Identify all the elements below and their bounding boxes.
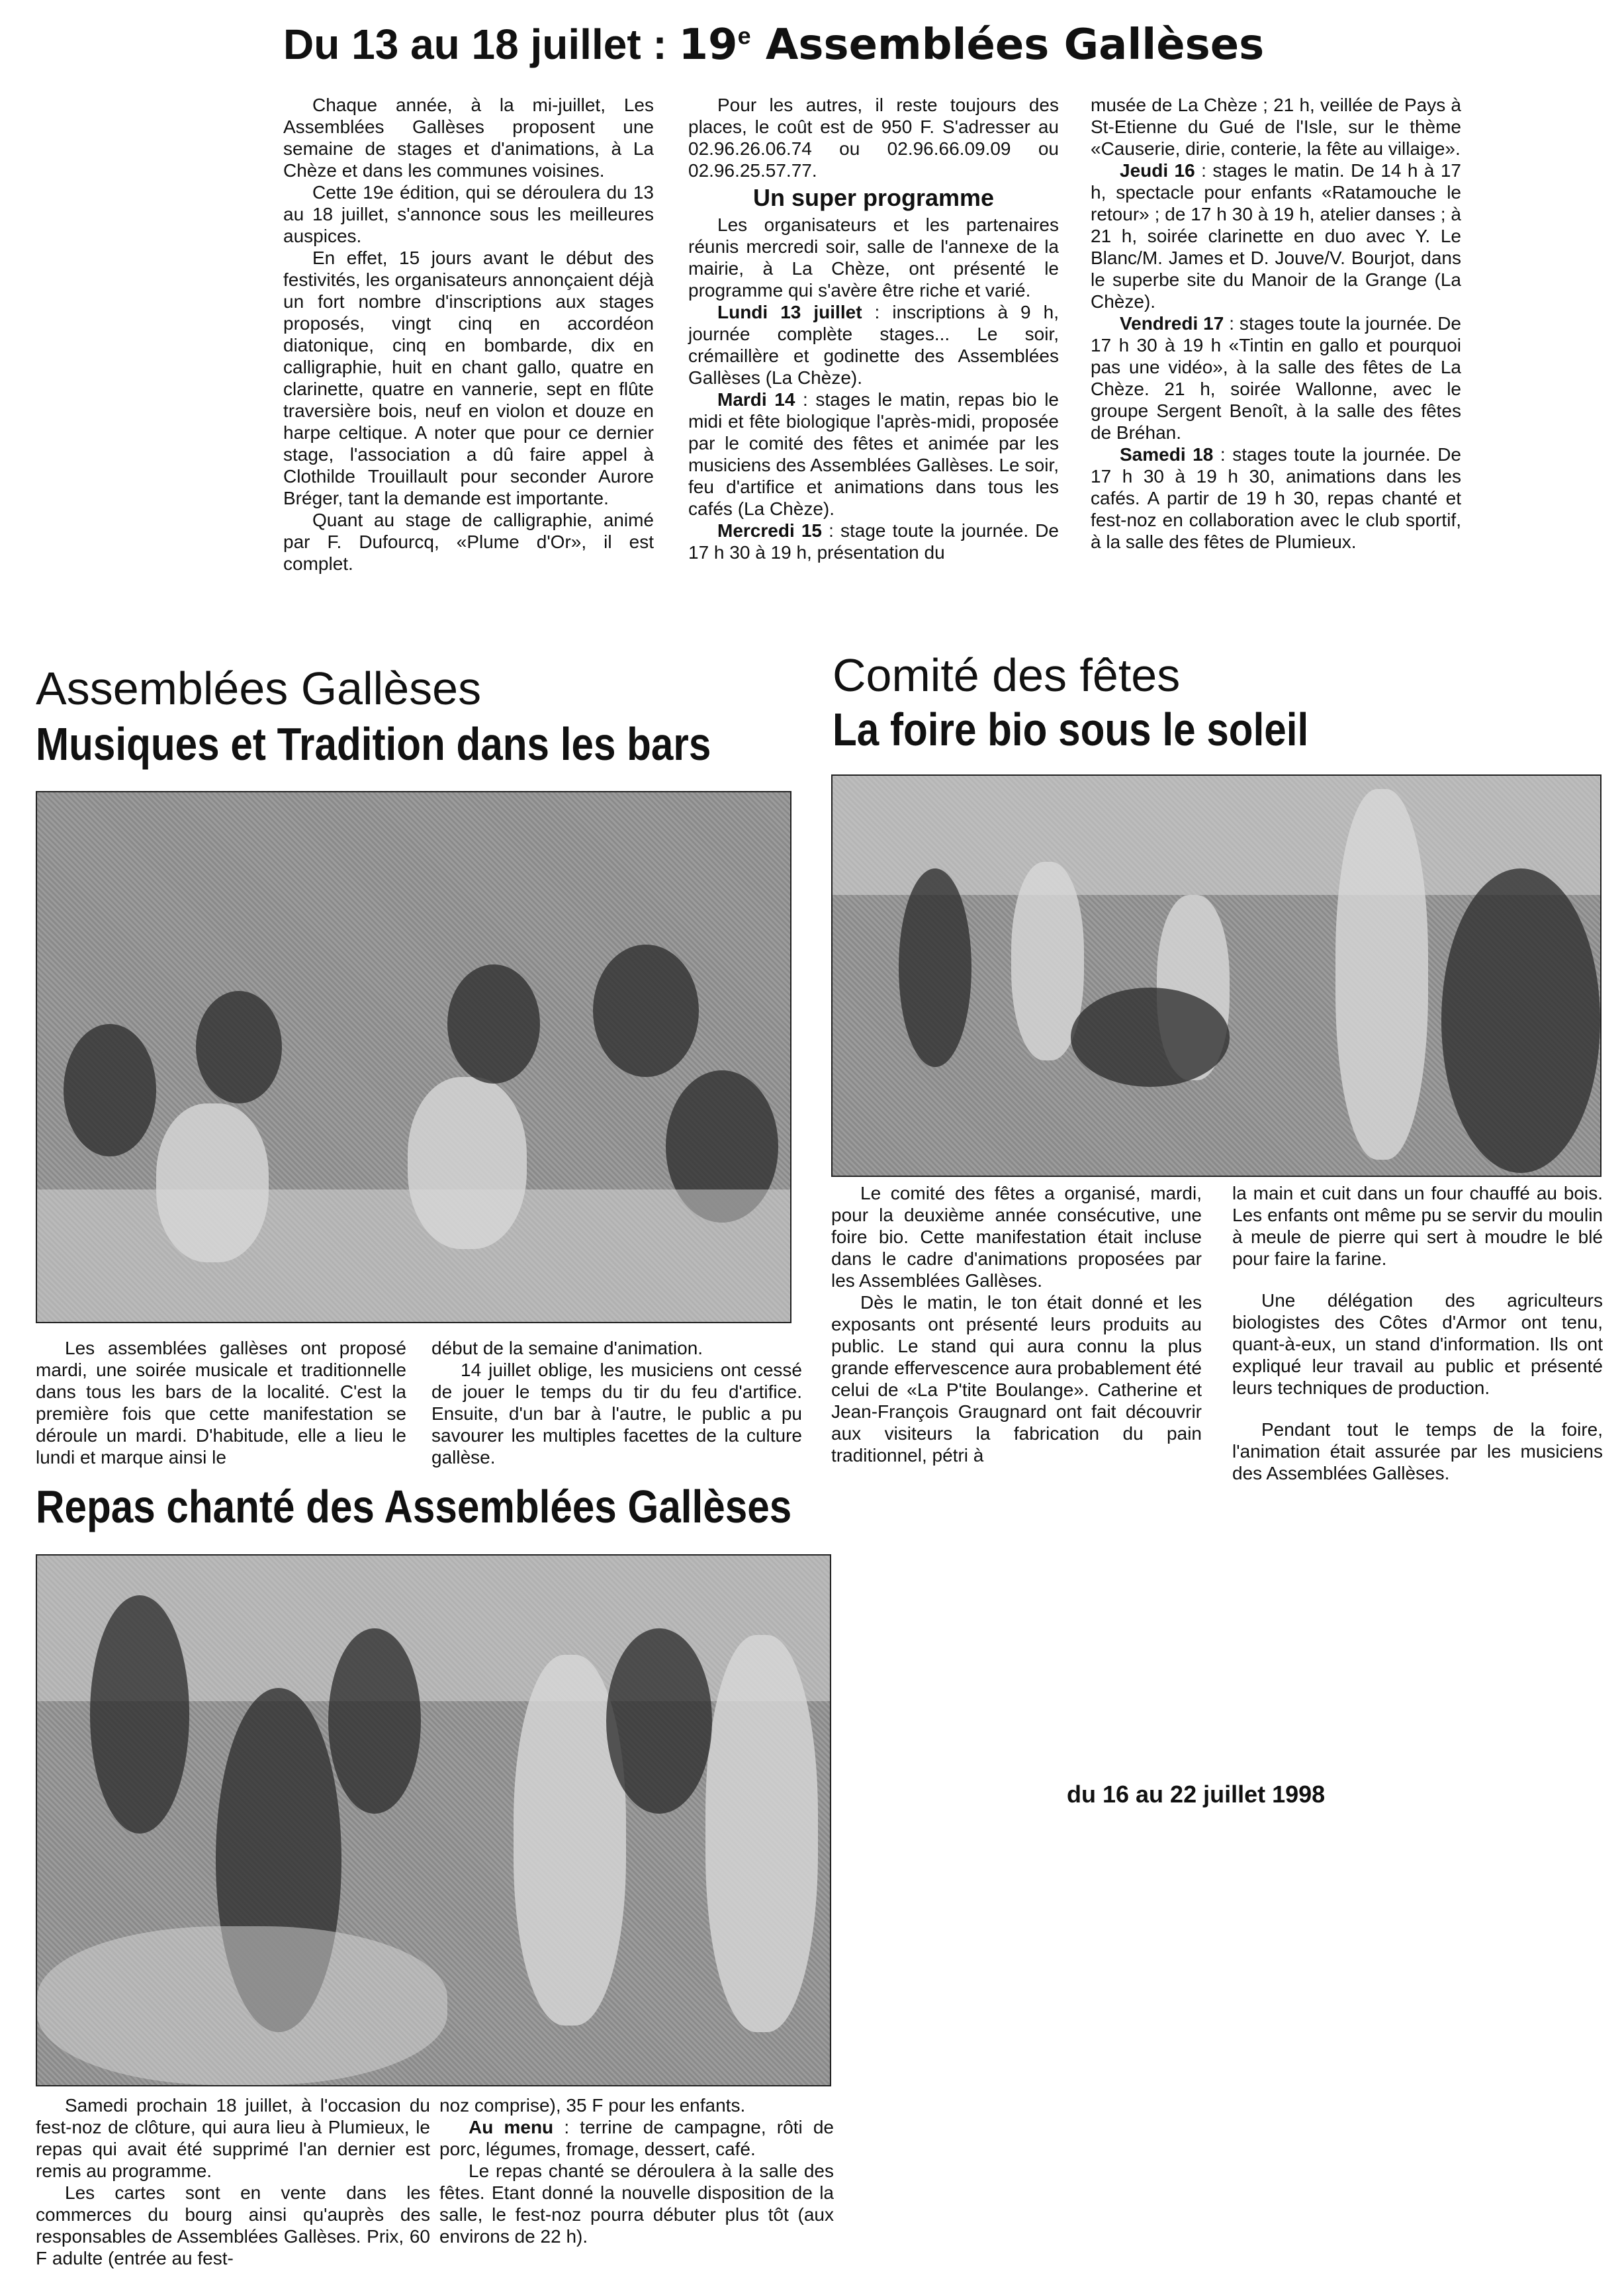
- day-label: Jeudi 16: [1120, 160, 1195, 181]
- article1-title-c: Assemblées Gallèses: [750, 21, 1265, 70]
- article3-paragraph: Une délégation des agriculteurs biologistes des Côtes d'Armor ont tenu, quant-à-eux, un stand d'information. Ils ont expliqué leur travail au public et présenté leurs techniques de production.: [1232, 1290, 1603, 1398]
- article1-paragraph: En effet, 15 jours avant le début des festivités, les organisateurs annonçaient déjà un fort nombre d'inscriptions aux stages proposés, vingt cinq en accordéon diatonique, cinq en bombarde, dix en calligraphie, huit en chant gallo, quatre en clarinette, quatre en vannerie, sept en flûte traversière bois, neuf en violon et douze en harpe celtique. A noter que pour ce dernier stage, l'association a dû faire appel à Clothilde Trouillault pour seconder Aurore Bréger, tant la demande est importante.: [283, 248, 654, 508]
- day-text: : stages le matin. De 14 h à 17 h, spectacle pour enfants «Ratamouche le retour» ; de 17 h 30 à 19 h, atelier danses ; à 21 h, soirée clarinette en duo avec Y. Le Blanc/M. James et D. Jouve/V. Bourjot, dans le superbe site du Manoir de la Grange (La Chèze).: [1091, 160, 1461, 312]
- program-mardi: [688, 389, 1059, 520]
- article2-kicker: Assemblées Gallèses: [36, 663, 482, 714]
- article3-kicker: Comité des fêtes: [833, 649, 1181, 701]
- article1-column-3: [1091, 94, 1461, 553]
- article2-paragraph: début de la semaine d'animation.: [431, 1338, 703, 1358]
- article3-photo: [831, 774, 1601, 1177]
- day-text: : stages le matin, repas bio le midi et fête biologique l'après-midi, proposée par le comité des fêtes et animée par les musiciens des Assemblées Gallèses. Le soir, feu d'artifice et animations dans tous les cafés (La Chèze).: [688, 389, 1059, 519]
- day-text: : stages toute la journée. De 17 h 30 à 19 h 30, animations dans les cafés. A partir de 19 h 30, repas chanté et fest-noz en collaboration avec le club sportif, à la salle des fêtes de Plumieux.: [1091, 444, 1461, 552]
- menu-label: Au menu: [469, 2117, 554, 2137]
- article1-title-a: Du 13 au 18 juillet :: [283, 21, 679, 68]
- article4-column-2: [439, 2094, 834, 2247]
- day-label: Mercredi 15: [717, 520, 822, 541]
- program-jeudi: [1091, 160, 1461, 312]
- day-text: : stages toute la journée. De 17 h 30 à 19 h «Tintin en gallo et pourquoi pas une vidéo», à la salle des fêtes de La Chèze. 21 h, soirée Wallonne, avec le groupe Sergent Benoît, à la salle des fêtes de Bréhan.: [1091, 313, 1462, 443]
- day-text: : inscriptions à 9 h, journée complète stages... Le soir, crémaillère et godinette des Assemblées Gallèses (La Chèze).: [688, 302, 1059, 388]
- article1-paragraph: Pour les autres, il reste toujours des places, le coût est de 950 F. S'adresser au 02.96.26.06.74 ou 02.96.66.09.09 ou 02.96.25.57.77.: [688, 95, 1059, 181]
- article4-menu: [439, 2116, 834, 2160]
- article1-column-1: [283, 94, 654, 575]
- article2-column-2: [431, 1337, 802, 1468]
- article3-title: La foire bio sous le soleil: [833, 704, 1309, 755]
- article1-paragraph: Quant au stage de calligraphie, animé par F. Dufourcq, «Plume d'Or», il est complet.: [283, 510, 654, 574]
- article2-column-1: [36, 1337, 406, 1468]
- article1-paragraph: musée de La Chèze ; 21 h, veillée de Pays à St-Etienne du Gué de l'Isle, sur le thème «Causerie, dirie, conterie, la fête au villaige».: [1091, 95, 1461, 159]
- article3-paragraph: Dès le matin, le ton était donné et les exposants ont présenté leurs produits au public. Le stand qui aura connu la plus grande effervescence aura probablement été celui de «La P'tite Boulange». Catherine et Jean-François Graugnard ont fait découvrir aux visiteurs la fabrication du pain traditionnel, pétri à: [831, 1292, 1202, 1466]
- menu-text: : terrine de campagne, rôti de porc, légumes, fromage, dessert, café.: [439, 2117, 835, 2159]
- day-label: Mardi 14: [717, 389, 795, 410]
- article3-column-1: [831, 1182, 1202, 1466]
- day-label: Samedi 18: [1120, 444, 1214, 465]
- article4-paragraph: Les cartes sont en vente dans les commerces du bourg ainsi qu'auprès des responsables de Assemblées Gallèses. Prix, 60 F adulte (entrée au fest-: [36, 2182, 430, 2268]
- program-vendredi: [1091, 312, 1461, 443]
- date-note: du 16 au 22 juillet 1998: [1067, 1781, 1326, 1808]
- program-samedi: [1091, 443, 1461, 553]
- program-lundi: [688, 301, 1059, 389]
- article1-subhead: Un super programme: [752, 184, 995, 211]
- article2-paragraph: 14 juillet oblige, les musiciens ont cessé de jouer le temps du tir du feu d'artifice. Ensuite, d'un bar à l'autre, le public a pu savourer les multiples facettes de la culture gallèse.: [431, 1360, 802, 1468]
- day-label: Vendredi 17: [1120, 313, 1224, 334]
- article3-paragraph: Pendant tout le temps de la foire, l'animation était assurée par les musiciens des Assemblées Gallèses.: [1232, 1419, 1603, 1483]
- article3-paragraph: la main et cuit dans un four chauffé au bois. Les enfants ont même pu se servir du moulin à meule de pierre qui sert à moudre le blé pour faire la farine.: [1232, 1183, 1603, 1269]
- article4-column-1: [36, 2094, 430, 2269]
- article2-paragraph: Les assemblées gallèses ont proposé mardi, une soirée musicale et traditionnelle dans tous les bars de la localité. C'est la première fois que cette manifestation se déroule un mardi. D'habitude, elle a lieu le lundi et marque ainsi le: [36, 1338, 406, 1468]
- article3-column-2: [1232, 1182, 1603, 1484]
- program-mercredi: [688, 520, 1059, 563]
- article2-photo: [36, 791, 791, 1323]
- article1-paragraph: Chaque année, à la mi-juillet, Les Assemblées Gallèses proposent une semaine de stages et d'animations, à La Chèze et dans les communes voisines.: [283, 95, 654, 181]
- article3-paragraph: Le comité des fêtes a organisé, mardi, pour la deuxième année consécutive, une foire bio. Cette manifestation était incluse dans le cadre d'animations proposées par les Assemblées Gallèses.: [831, 1183, 1202, 1291]
- article1-paragraph: Les organisateurs et les partenaires réunis mercredi soir, salle de l'annexe de la mairie, à La Chèze, ont présenté le programme qui s'avère être riche et varié.: [688, 214, 1059, 301]
- article1-title-sup: e: [737, 22, 751, 50]
- article1-paragraph: Cette 19e édition, qui se déroulera du 13 au 18 juillet, s'annonce sous les meilleures auspices.: [283, 182, 654, 246]
- article1-column-2: [688, 94, 1059, 563]
- article1-title-b: 19: [678, 21, 738, 70]
- article4-paragraph: Le repas chanté se déroulera à la salle des fêtes. Etant donné la nouvelle disposition de la salle, le fest-noz pourra débuter plus tôt (aux environs de 22 h).: [439, 2161, 834, 2247]
- day-text: : stage toute la journée. De 17 h 30 à 19 h, présentation du: [688, 520, 1060, 563]
- article4-photo: [36, 1554, 831, 2086]
- day-label: Lundi 13 juillet: [717, 302, 862, 322]
- article4-paragraph: noz comprise), 35 F pour les enfants.: [439, 2095, 746, 2116]
- article1-title: [283, 20, 1264, 70]
- article4-paragraph: Samedi prochain 18 juillet, à l'occasion du fest-noz de clôture, qui aura lieu à Plumieux, le repas qui avait été supprimé l'an dernier est remis au programme.: [36, 2095, 430, 2181]
- article4-title: Repas chanté des Assemblées Gallèses: [36, 1481, 792, 1532]
- article2-title: Musiques et Tradition dans les bars: [36, 718, 711, 770]
